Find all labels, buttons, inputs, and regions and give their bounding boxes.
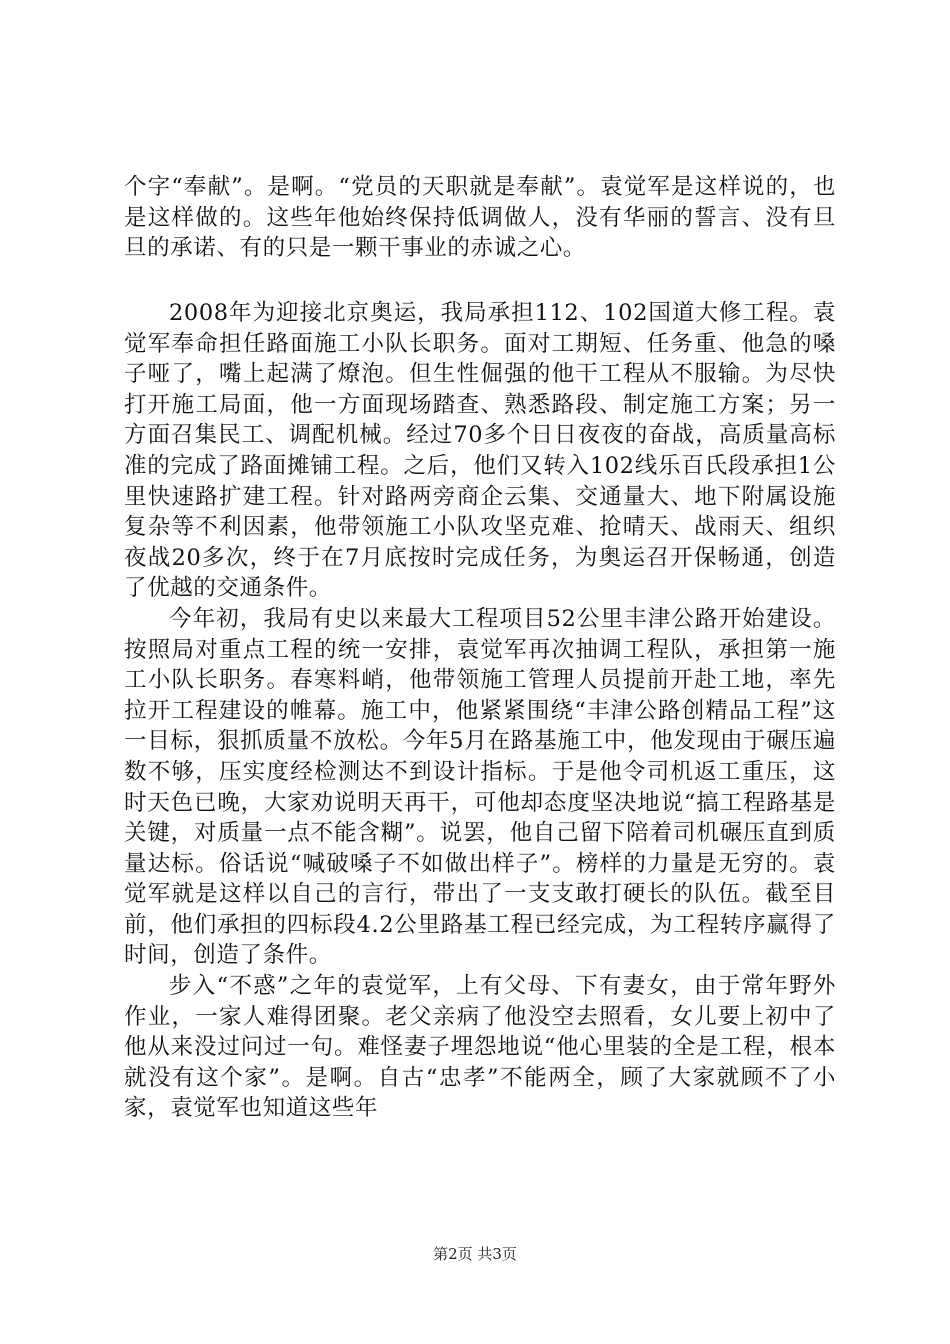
paragraph-family: 步入“不惑”之年的袁觉军，上有父母、下有妻女，由于常年野外作业，一家人难得团聚。老父亲病了他没空去照看，女儿要上初中了他从来没过问过一句。难怪妻子埋怨地说“他心里装的全是工程，根本就没有这个家”。是啊。自古“忠孝”不能两全，顾了大家就顾不了小家，袁觉军也知道这些年 xyxy=(124,973,836,1122)
paragraph-fengjin-road: 今年初，我局有史以来最大工程项目52公里丰津公路开始建设。按照局对重点工程的统一安排，袁觉军再次抽调工程队，承担第一施工小队长职务。春寒料峭，他带领施工管理人员提前开赴工地，率先拉开工程建设的帷幕。施工中，他紧紧围绕“丰津公路创精品工程”这一目标，狠抓质量不放松。今年5月在路基施工中，他发现由于碾压遍数不够，压实度经检测达不到设计指标。于是他令司机返工重压，这时天色已晚，大家劝说明天再干，可他却态度坚决地说“搞工程路基是关键，对质量一点不能含糊”。说罢，他自己留下陪着司机碾压直到质量达标。俗话说“喊破嗓子不如做出样子”。榜样的力量是无穷的。袁觉军就是这样以自己的言行，带出了一支支敢打硬长的队伍。截至目前，他们承担的四标段4.2公里路基工程已经完成，为工程转序赢得了时间，创造了条件。 xyxy=(124,605,836,969)
paragraph-olympics-project: 2008年为迎接北京奥运，我局承担112、102国道大修工程。袁觉军奉命担任路面施工小队长职务。面对工期短、任务重、他急的嗓子哑了，嘴上起满了燎泡。但生性倔强的他干工程从不服输。为尽快打开施工局面，他一方面现场踏查、熟悉路段、制定施工方案；另一方面召集民工、调配机械。经过70多个日日夜夜的奋战，高质量高标准的完成了路面摊铺工程。之后，他们又转入102线乐百氏段承担1公里快速路扩建工程。针对路两旁商企云集、交通量大、地下附属设施复杂等不利因素，他带领施工小队攻坚克难、抢晴天、战雨天、组织夜战20多次，终于在7月底按时完成任务，为奥运召开保畅通，创造了优越的交通条件。 xyxy=(124,300,836,602)
page-footer: 第2页 共3页 xyxy=(433,1245,517,1263)
body-section xyxy=(124,298,836,1124)
paragraph-continuation: 个字“奉献”。是啊。“党员的天职就是奉献”。袁觉军是这样说的，也是这样做的。这些年他始终保持低调做人，没有华丽的誓言、没有旦旦的承诺、有的只是一颗干事业的赤诚之心。 xyxy=(124,174,836,262)
